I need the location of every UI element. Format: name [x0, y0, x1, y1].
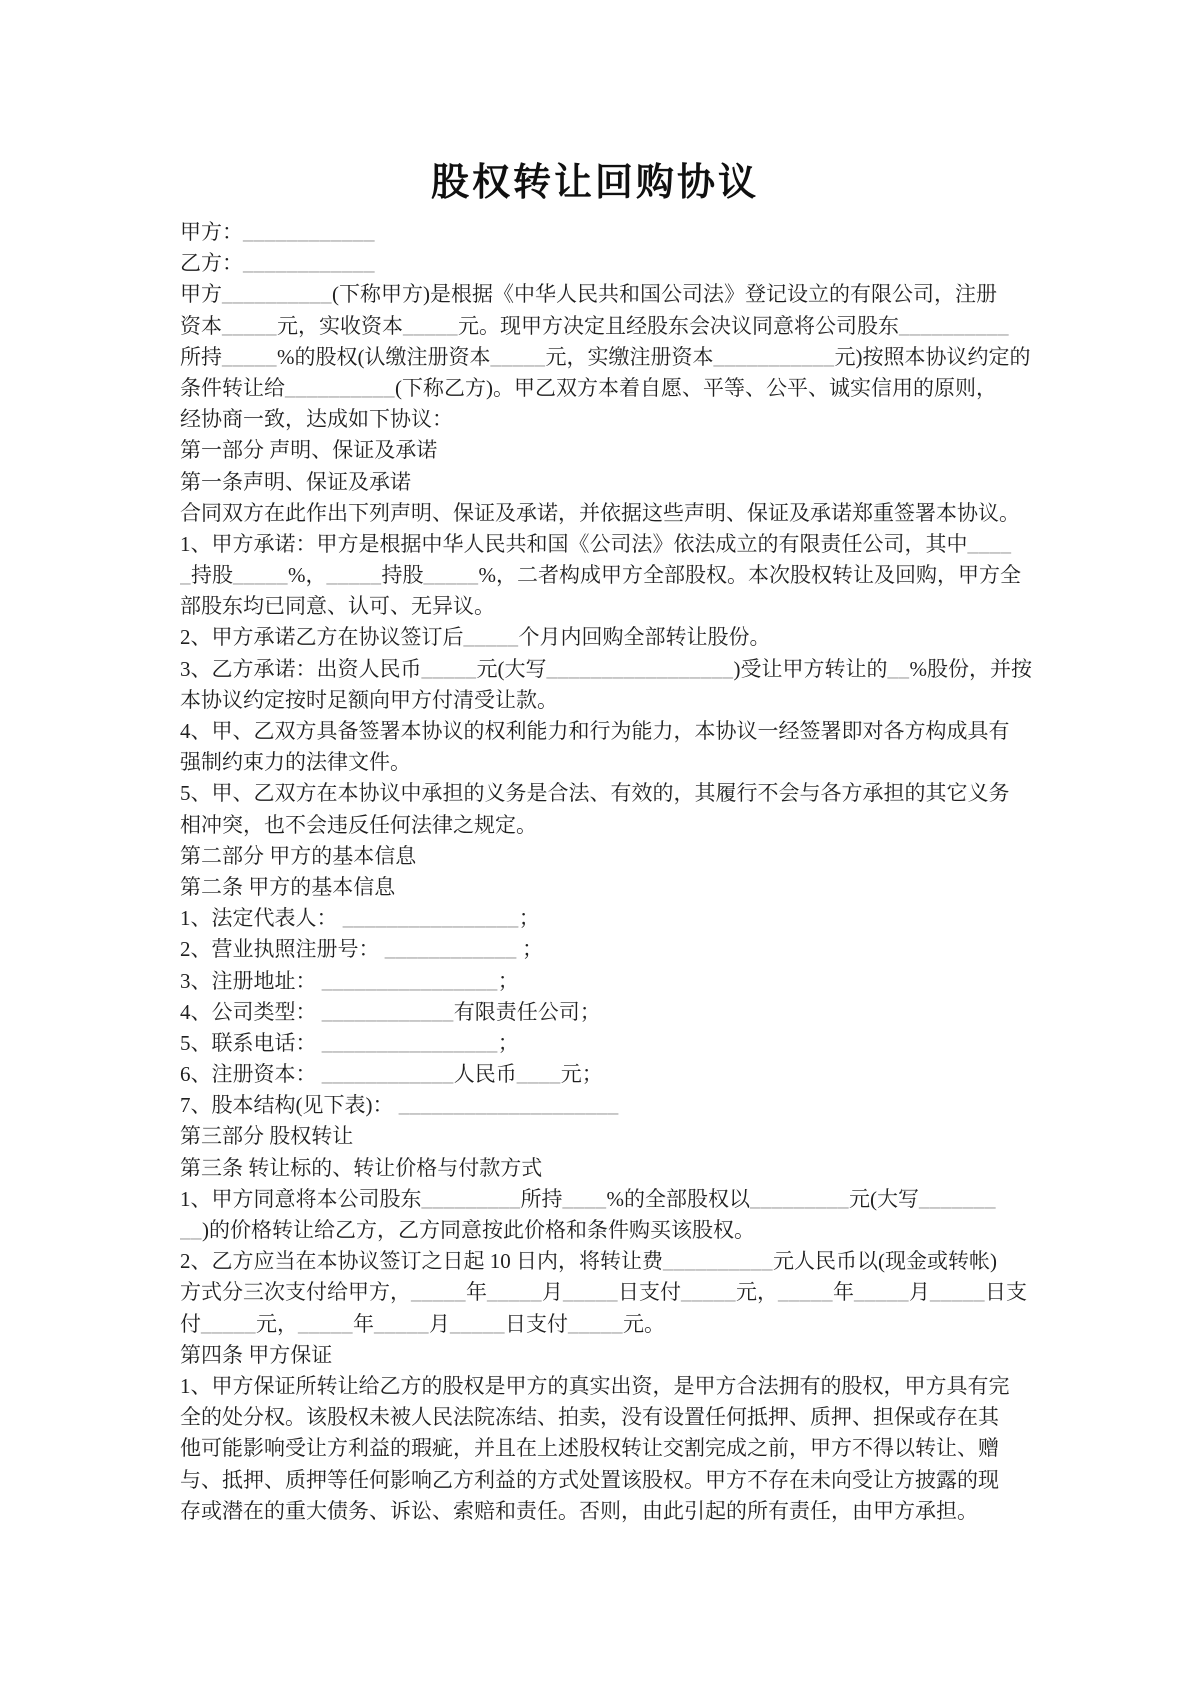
text-run: 2、乙方应当在本协议签订之日起 10 日内，将转让费	[180, 1249, 663, 1274]
contract-line	[180, 1465, 1032, 1496]
fill-in-blank: _____	[201, 1311, 256, 1336]
text-run: 持股	[381, 563, 424, 588]
text-run: 第三条 转让标的、转让价格与付款方式	[180, 1155, 543, 1180]
text-run: )的价格转让给乙方，乙方同意按此价格和条件购买该股权。	[202, 1218, 755, 1242]
text-run: 经协商一致，达成如下协议：	[180, 407, 453, 432]
text-run: 部股东均已同意、认可、无异议。	[180, 594, 495, 619]
fill-in-blank: __________	[899, 313, 1009, 338]
text-run: 元；	[560, 1062, 603, 1087]
fill-in-blank: _____	[568, 1311, 623, 1336]
fill-in-blank: __________	[285, 375, 395, 400]
text-run: )受让甲方转让的	[733, 656, 888, 681]
contract-line	[180, 1309, 1032, 1340]
text-run: 个月内回购全部转让股份。	[518, 625, 771, 650]
text-run: 6、注册资本：	[180, 1062, 322, 1087]
text-run: ；	[518, 906, 540, 931]
text-run: 2、甲方承诺乙方在协议签订后	[180, 625, 464, 650]
document-title: 股权转让回购协议	[430, 162, 759, 204]
text-run: %股份，并按	[909, 656, 1032, 681]
text-run: 第二部分 甲方的基本信息	[180, 843, 417, 868]
contract-line	[180, 1246, 1032, 1277]
text-run: 元，	[736, 1280, 778, 1305]
text-run: %，	[288, 563, 327, 588]
contract-line	[180, 654, 1032, 685]
text-run: 与、抵押、质押等任何影响乙方利益的方式处置该股权。甲方不存在未向受让方披露的现	[180, 1467, 999, 1492]
contract-line	[180, 1496, 1032, 1527]
text-run: 年	[466, 1280, 487, 1305]
text-run: 元，	[256, 1311, 298, 1336]
fill-in-blank: _____	[423, 563, 479, 588]
fill-in-blank: _____	[450, 1311, 505, 1336]
contract-line	[180, 1121, 1032, 1152]
text-run: 第一条声明、保证及承诺	[180, 469, 411, 494]
fill-in-blank: ________________	[342, 906, 519, 931]
text-run: 资本	[180, 313, 222, 338]
contract-line	[180, 1059, 1032, 1090]
text-run: 甲方	[180, 282, 222, 307]
text-run: 元，实缴注册资本	[545, 344, 714, 369]
fill-in-blank: _____	[421, 656, 477, 681]
text-run: 存或潜在的重大债务、诉讼、索赔和责任。否则，由此引起的所有责任，由甲方承担。	[180, 1498, 978, 1523]
contract-line	[180, 841, 1032, 872]
fill-in-blank: _____	[487, 1280, 542, 1305]
text-run: 元。	[623, 1311, 665, 1336]
text-run: 人民币	[453, 1062, 517, 1087]
contract-line	[180, 934, 1032, 965]
contract-line	[180, 342, 1032, 373]
fill-in-blank: _____	[411, 1280, 466, 1305]
contract-line	[180, 248, 1032, 279]
fill-in-blank: _____	[563, 1280, 618, 1305]
contract-line	[180, 966, 1032, 997]
document-body	[180, 217, 1032, 1527]
text-run: 他可能影响受让方利益的瑕疵，并且在上述股权转让交割完成之前，甲方不得以转让、赠	[180, 1436, 999, 1461]
fill-in-blank: ____________	[321, 1062, 454, 1087]
fill-in-blank: __________	[663, 1249, 773, 1274]
fill-in-blank: ________________	[321, 968, 498, 993]
text-run: 5、联系电话：	[180, 1030, 322, 1055]
text-run: 甲方：	[180, 220, 243, 244]
text-run: 元(大写	[476, 656, 547, 681]
contract-line	[180, 279, 1032, 310]
fill-in-blank: _____	[233, 563, 288, 588]
contract-line	[180, 1090, 1032, 1121]
text-run: 第一部分 声明、保证及承诺	[180, 438, 438, 463]
text-run: 有限责任公司；	[453, 999, 601, 1024]
fill-in-blank: _	[180, 563, 191, 588]
text-run: 7、股本结构(见下表)：	[180, 1093, 399, 1118]
contract-line	[180, 622, 1032, 653]
text-run: 持股	[191, 563, 233, 588]
fill-in-blank: _____	[326, 563, 382, 588]
fill-in-blank: _____	[490, 344, 546, 369]
contract-line	[180, 1402, 1032, 1433]
contract-line	[180, 498, 1032, 529]
text-run: 4、公司类型：	[180, 999, 322, 1024]
text-run: 全的处分权。该股权未被人民法院冻结、拍卖，没有设置任何抵押、质押、担保或存在其	[180, 1405, 999, 1430]
fill-in-blank: _____	[222, 344, 277, 369]
text-run: 4、甲、乙双方具备签署本协议的权利能力和行为能力，本协议一经签署即对各方构成具有	[180, 719, 1010, 743]
text-run: 第二条 甲方的基本信息	[180, 874, 396, 899]
text-run: 年	[833, 1280, 854, 1305]
fill-in-blank: _____	[403, 313, 458, 338]
text-run: ；	[497, 968, 519, 993]
text-run: 1、甲方同意将本公司股东	[180, 1186, 422, 1211]
fill-in-blank: _____	[374, 1311, 429, 1336]
fill-in-blank: ____	[516, 1062, 561, 1087]
text-run: (下称甲方)是根据《中华人民共和国公司法》登记设立的有限公司，注册	[332, 282, 997, 307]
text-run: 日支	[985, 1280, 1027, 1305]
text-run: %的全部股权以	[606, 1186, 750, 1211]
contract-line	[180, 1340, 1032, 1371]
text-run: 相冲突，也不会违反任何法律之规定。	[180, 812, 537, 837]
text-run: 2、营业执照注册号：	[180, 937, 385, 962]
fill-in-blank: _____	[930, 1280, 985, 1305]
contract-line	[180, 685, 1032, 716]
text-run: 本协议约定按时足额向甲方付清受让款。	[180, 687, 558, 712]
text-run: 年	[353, 1311, 374, 1336]
text-run: 月	[542, 1280, 563, 1305]
contract-line	[180, 810, 1032, 841]
text-run: 1、甲方承诺：甲方是根据中华人民共和国《公司法》依法成立的有限责任公司，其中	[180, 531, 968, 556]
text-run: 日支付	[618, 1280, 681, 1305]
contract-line	[180, 1433, 1032, 1464]
text-run: 条件转让给	[180, 375, 285, 400]
contract-line	[180, 1371, 1032, 1402]
text-run: 方式分三次支付给甲方，	[180, 1280, 411, 1305]
contract-line	[180, 529, 1032, 560]
contract-line	[180, 560, 1032, 591]
text-run: 月	[909, 1280, 930, 1305]
contract-line	[180, 716, 1032, 747]
fill-in-blank: _____	[854, 1280, 909, 1305]
text-run: ；	[516, 937, 543, 962]
text-run: 第四条 甲方保证	[180, 1342, 333, 1367]
text-run: 元。现甲方决定且经股东会决议同意将公司股东	[458, 313, 899, 338]
text-run: 日支付	[505, 1311, 568, 1336]
text-run: 元人民币以(现金或转帐)	[773, 1249, 997, 1274]
contract-line	[180, 373, 1032, 404]
text-run: 5、甲、乙双方在本协议中承担的义务是合法、有效的，其履行不会与各方承担的其它义务	[180, 781, 1010, 806]
contract-line	[180, 435, 1032, 466]
text-run: 合同双方在此作出下列声明、保证及承诺，并依据这些声明、保证及承诺郑重签署本协议。	[180, 500, 1020, 525]
fill-in-blank: ____________________	[398, 1093, 619, 1118]
contract-line	[180, 997, 1032, 1028]
text-run: 3、乙方承诺：出资人民币	[180, 656, 422, 681]
text-run: %，二者构成甲方全部股权。本次股权转让及回购，甲方全	[478, 563, 1021, 588]
fill-in-blank: ____	[967, 531, 1012, 556]
text-run: 第三部分 股权转让	[180, 1124, 354, 1149]
text-run: 付	[180, 1311, 201, 1336]
text-run: (下称乙方)。甲乙双方本着自愿、平等、公平、诚实信用的原则，	[395, 375, 997, 400]
text-run: 元)按照本协议约定的	[834, 344, 1031, 369]
fill-in-blank: _____	[778, 1280, 833, 1305]
fill-in-blank: _____	[681, 1280, 736, 1305]
text-run: %的股权(认缴注册资本	[277, 344, 491, 369]
fill-in-blank: ____________	[243, 220, 375, 244]
contract-line	[180, 404, 1032, 435]
contract-line	[180, 1028, 1032, 1059]
text-run: 乙方：	[180, 251, 243, 276]
fill-in-blank: _____	[222, 313, 277, 338]
text-run: 1、甲方保证所转让给乙方的股权是甲方的真实出资，是甲方合法拥有的股权，甲方具有完	[180, 1373, 1010, 1398]
text-run: 元(大写	[849, 1186, 919, 1211]
text-run: 月	[429, 1311, 450, 1336]
contract-line	[180, 1184, 1032, 1215]
fill-in-blank: ____________	[321, 999, 454, 1024]
contract-line	[180, 872, 1032, 903]
fill-in-blank: __________	[222, 282, 332, 307]
fill-in-blank: ___________	[713, 344, 835, 369]
contract-line	[180, 311, 1032, 342]
contract-line	[180, 778, 1032, 809]
fill-in-blank: _____	[298, 1311, 353, 1336]
fill-in-blank: ____________	[243, 251, 375, 276]
text-run: 所持	[180, 344, 222, 369]
contract-line	[180, 591, 1032, 622]
text-run: ；	[497, 1030, 519, 1055]
fill-in-blank: ____	[562, 1186, 607, 1211]
fill-in-blank: _____	[463, 625, 519, 650]
contract-line	[180, 1153, 1032, 1184]
contract-line	[180, 747, 1032, 778]
text-run: 元，实收资本	[277, 313, 403, 338]
contract-line	[180, 467, 1032, 498]
text-run: 强制约束力的法律文件。	[180, 750, 411, 775]
fill-in-blank: __	[887, 656, 910, 681]
contract-line	[180, 1215, 1032, 1246]
fill-in-blank: ____________	[384, 937, 517, 962]
fill-in-blank: _________	[421, 1186, 521, 1211]
contract-line	[180, 217, 1032, 248]
fill-in-blank: _______	[919, 1186, 996, 1211]
text-run: 所持	[520, 1186, 563, 1211]
fill-in-blank: __	[180, 1218, 202, 1242]
fill-in-blank: ________________	[321, 1030, 498, 1055]
contract-line	[180, 903, 1032, 934]
text-run: 3、注册地址：	[180, 968, 322, 993]
fill-in-blank: _________	[750, 1186, 849, 1211]
fill-in-blank: _________________	[546, 656, 734, 681]
text-run: 1、法定代表人：	[180, 906, 343, 931]
contract-line	[180, 1277, 1032, 1308]
